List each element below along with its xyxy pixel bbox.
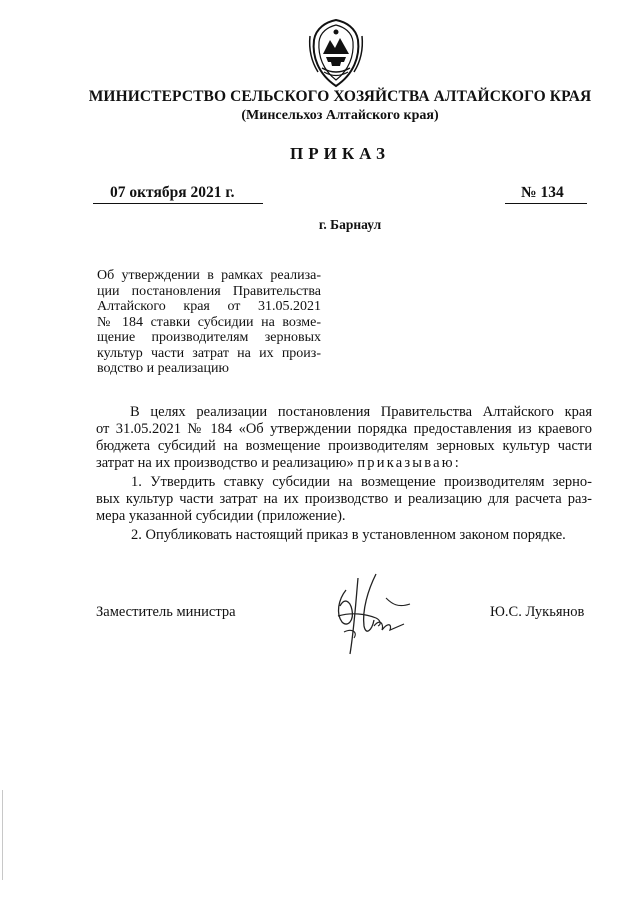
order-number-text: № 134: [521, 184, 564, 201]
preamble-line: В целях реализации постановления Правительства Алтайского края: [130, 404, 592, 420]
order-number: [505, 184, 587, 204]
item1-line: 1. Утвердить ставку субсидии на возмещение производителям зерно-: [131, 474, 592, 490]
order-body: [96, 404, 592, 544]
preamble-line: [96, 455, 592, 472]
item1-line: вых культур части затрат на их производство и реализацию для расчета раз-: [96, 491, 592, 507]
signer-name: Ю.С. Лукьянов: [490, 604, 585, 620]
item2-line: 2. Опубликовать настоящий приказ в установленном законом порядке.: [131, 527, 566, 543]
subject-line: водство и реализацию: [97, 361, 229, 376]
scan-edge-mark: [2, 790, 3, 880]
order-date-text: 07 октября 2021 г.: [110, 184, 235, 201]
city: г. Барнаул: [318, 217, 382, 232]
preamble-line: от 31.05.2021 № 184 «Об утверждении порядка предоставления из краевого: [96, 421, 592, 437]
order-word: приказываю:: [357, 455, 461, 471]
subject-line: ции постановления Правительства: [97, 283, 321, 299]
item1-line: мера указанной субсидии (приложение).: [96, 508, 346, 524]
order-subject: [97, 268, 321, 377]
subject-line: культур части затрат на их произ-: [97, 345, 321, 361]
subject-line: щение производителям зерновых: [97, 330, 321, 345]
organization-name: МИНИСТЕРСТВО СЕЛЬСКОГО ХОЗЯЙСТВА АЛТАЙСКОГО КРАЯ: [88, 88, 592, 105]
signer-title: Заместитель министра: [96, 604, 236, 620]
preamble-last: затрат на их производство и реализацию»: [96, 455, 354, 471]
document-type: ПРИКАЗ: [290, 144, 390, 163]
organization-short-name: (Минсельхоз Алтайского края): [241, 108, 439, 123]
subject-line: Об утверждении в рамках реализа-: [97, 268, 321, 283]
coat-of-arms-icon: [304, 16, 368, 90]
preamble-line: бюджета субсидий на возмещение производителям зерновых культур части: [96, 438, 592, 454]
subject-line: № 184 ставки субсидии на возме-: [97, 314, 321, 330]
handwritten-signature: [318, 570, 414, 660]
subject-line: Алтайского края от 31.05.2021: [97, 299, 321, 314]
order-date: [93, 184, 263, 204]
